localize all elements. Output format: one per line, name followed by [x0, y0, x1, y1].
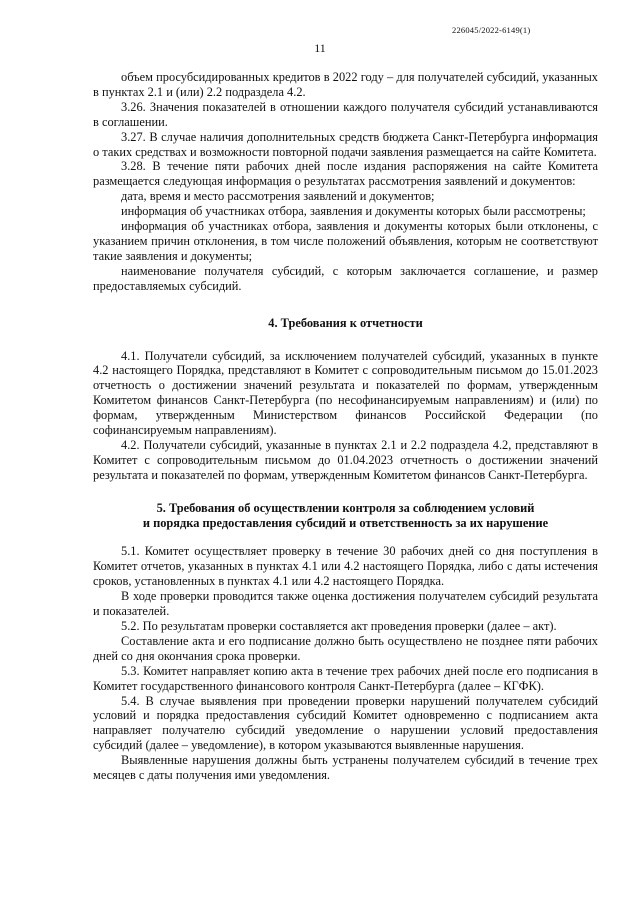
- document-body: [93, 70, 598, 783]
- paragraph: В ходе проверки проводится также оценка достижения получателем субсидий результата и показателей.: [93, 589, 598, 619]
- section-heading-5: [93, 501, 598, 531]
- paragraph: 5.3. Комитет направляет копию акта в течение трех рабочих дней после его подписания в Комитет государственного финансового контроля Санкт-Петербурга (далее – КГФК).: [93, 663, 598, 693]
- paragraph: Выявленные нарушения должны быть устранены получателем субсидий в течение трех месяцев с даты получения ими уведомления.: [93, 753, 598, 783]
- page-number: 11: [314, 41, 326, 55]
- paragraph: 3.26. Значения показателей в отношении каждого получателя субсидий устанавливаются в соглашении.: [93, 99, 598, 129]
- section-heading-5-line1: 5. Требования об осуществлении контроля за соблюдением условий: [156, 500, 535, 515]
- document-id: 226045/2022-6149(1): [452, 25, 531, 35]
- paragraph: 3.28. В течение пяти рабочих дней после издания распоряжения на сайте Комитета размещается следующая информация о результатах рассмотрения заявлений и документов:: [93, 159, 598, 189]
- paragraph: информация об участниках отбора, заявления и документы которых были рассмотрены;: [121, 204, 586, 219]
- paragraph: 5.2. По результатам проверки составляется акт проведения проверки (далее – акт).: [121, 619, 557, 633]
- paragraph: информация об участниках отбора, заявления и документы которых были отклонены, с указанием причин отклонения, в том числе положений объявления, которым не соответствуют такие заявления и документы;: [93, 219, 598, 263]
- paragraph: наименование получателя субсидий, с которым заключается соглашение, и размер предоставляемых субсидий.: [93, 263, 598, 293]
- paragraph: 3.27. В случае наличия дополнительных средств бюджета Санкт-Петербурга информация о таких средствах и возможности повторной подачи заявления размещается на сайте Комитета.: [93, 129, 598, 159]
- section-heading-5-line2: и порядка предоставления субсидий и ответственность за их нарушение: [142, 515, 549, 530]
- paragraph: Составление акта и его подписание должно быть осуществлено не позднее пяти рабочих дней со дня окончания срока проверки.: [93, 633, 598, 663]
- paragraph: дата, время и место рассмотрения заявлений и документов;: [121, 189, 435, 204]
- paragraph: 5.1. Комитет осуществляет проверку в течение 30 рабочих дней со дня поступления в Комитет отчетов, указанных в пунктах 4.1 или 4.2 настоящего Порядка, либо с даты истечения сроков, установленных в пунктах 4.1 или 4.2 настоящего Порядка.: [93, 544, 598, 589]
- section-heading-4: 4. Требования к отчетности: [268, 315, 423, 330]
- paragraph: 4.2. Получатели субсидий, указанные в пунктах 2.1 и 2.2 подраздела 4.2, представляют в Комитет с сопроводительным письмом до 01.04.2023 отчетность о достижении значений результата и показателей по формам, утвержденным Комитетом финансов Санкт-Петербурга.: [93, 437, 598, 482]
- paragraph: 4.1. Получатели субсидий, за исключением получателей субсидий, указанных в пункте 4.2 настоящего Порядка, представляют в Комитет с сопроводительным письмом до 15.01.2023 отчетность о достижении значений результата и показателей по формам, утвержденным Комитетом финансов Санкт-Петербурга (по несофинансируемым направлениям) и (или) по формам, утвержденным Министерством финансов Российской Федерации (по софинансируемым направлениям).: [93, 348, 598, 438]
- paragraph: объем просубсидированных кредитов в 2022 году – для получателей субсидий, указанных в пунктах 2.1 и (или) 2.2 подраздела 4.2.: [93, 70, 598, 99]
- paragraph: 5.4. В случае выявления при проведении проверки нарушений получателем субсидий условий и порядка предоставления субсидий Комитет одновременно с подписанием акта направляет получателю субсидий уведомление о нарушении условий предоставления субсидий (далее – уведомление), в котором указываются выявленные нарушения.: [93, 693, 598, 753]
